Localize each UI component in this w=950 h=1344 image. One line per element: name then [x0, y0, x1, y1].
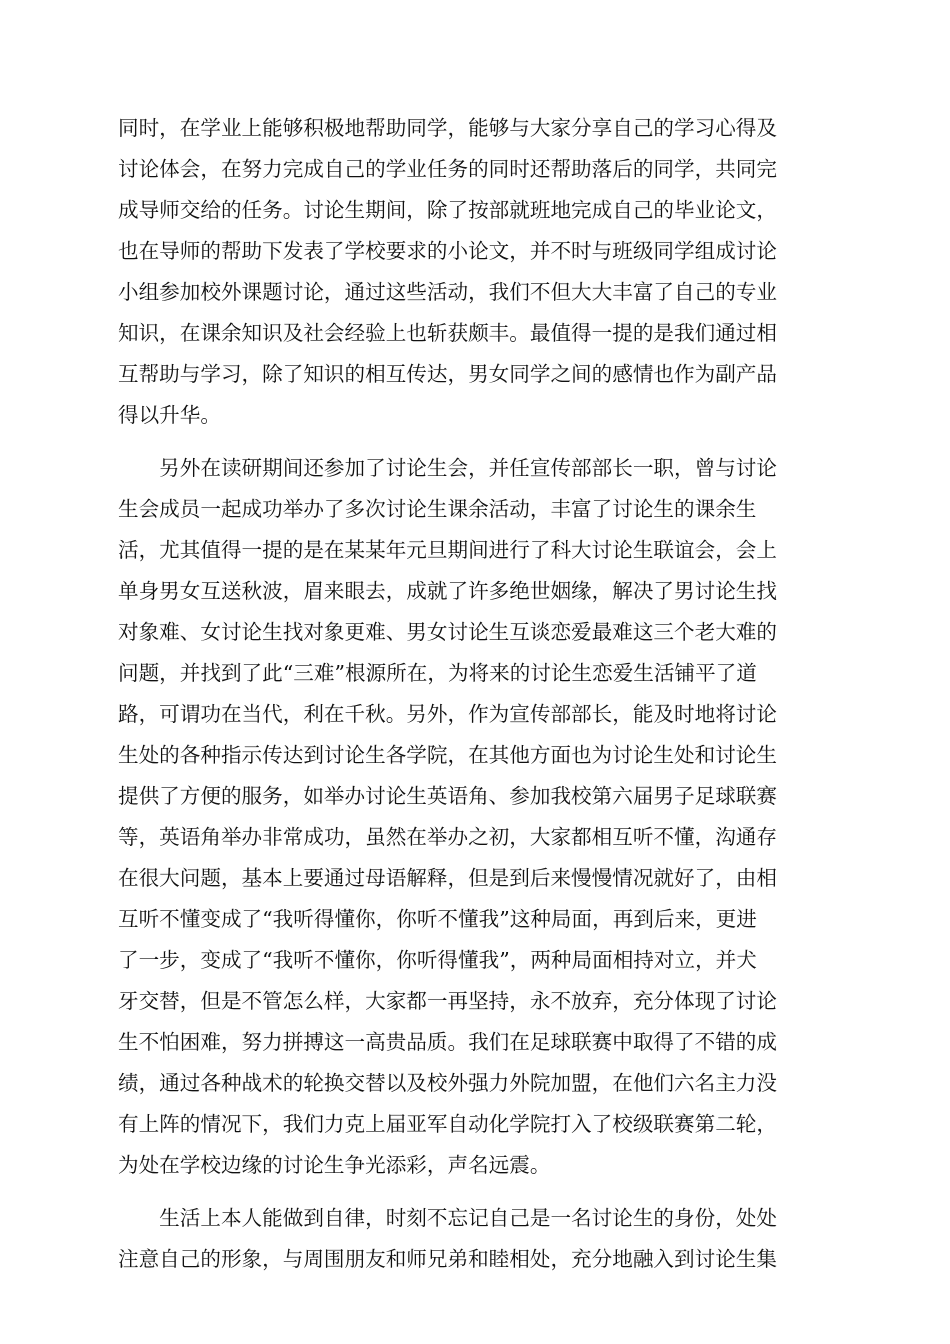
text-line: 互听不懂变成了“我听得懂你，你听不懂我”这种局面，再到后来，更进	[118, 907, 757, 931]
text-line: 提供了方便的服务，如举办讨论生英语角、参加我校第六届男子足球联赛	[118, 784, 777, 808]
text-line: 生不怕困难，努力拼搏这一高贵品质。我们在足球联赛中取得了不错的成	[118, 1030, 777, 1054]
text-line: 在很大问题，基本上要通过母语解释，但是到后来慢慢情况就好了，由相	[118, 866, 777, 890]
text-line: 另外在读研期间还参加了讨论生会，并任宣传部部长一职，曾与讨论	[118, 456, 777, 480]
text-line: 活，尤其值得一提的是在某某年元旦期间进行了科大讨论生联谊会，会上	[118, 538, 777, 562]
paragraph-daily-life	[118, 1198, 836, 1280]
paragraph-academic	[118, 108, 836, 436]
text-line: 生处的各种指示传达到讨论生各学院，在其他方面也为讨论生处和讨论生	[118, 743, 777, 767]
text-line: 得以升华。	[118, 403, 221, 427]
text-line: 对象难、女讨论生找对象更难、男女讨论生互谈恋爱最难这三个老大难的	[118, 620, 777, 644]
text-line: 绩，通过各种战术的轮换交替以及校外强力外院加盟，在他们六名主力没	[118, 1071, 777, 1095]
text-line: 同时，在学业上能够积极地帮助同学，能够与大家分享自己的学习心得及	[118, 116, 777, 140]
text-line: 互帮助与学习，除了知识的相互传达，男女同学之间的感情也作为副产品	[118, 362, 777, 386]
text-line: 小组参加校外课题讨论，通过这些活动，我们不但大大丰富了自己的专业	[118, 280, 777, 304]
text-line: 牙交替，但是不管怎么样，大家都一再坚持，永不放弃，充分体现了讨论	[118, 989, 777, 1013]
text-line: 也在导师的帮助下发表了学校要求的小论文，并不时与班级同学组成讨论	[118, 239, 777, 263]
text-line: 问题，并找到了此“三难”根源所在，为将来的讨论生恋爱生活铺平了道	[118, 661, 757, 685]
text-line: 等，英语角举办非常成功，虽然在举办之初，大家都相互听不懂，沟通存	[118, 825, 777, 849]
text-line: 为处在学校边缘的讨论生争光添彩，声名远震。	[118, 1153, 551, 1177]
text-line: 路，可谓功在当代，利在千秋。另外，作为宣传部部长，能及时地将讨论	[118, 702, 777, 726]
text-line: 成导师交给的任务。讨论生期间，除了按部就班地完成自己的毕业论文，	[118, 198, 777, 222]
text-line: 单身男女互送秋波，眉来眼去，成就了许多绝世姻缘，解决了男讨论生找	[118, 579, 777, 603]
text-line: 有上阵的情况下，我们力克上届亚军自动化学院打入了校级联赛第二轮，	[118, 1112, 777, 1136]
text-line: 了一步，变成了“我听不懂你，你听得懂我”，两种局面相持对立，并犬	[118, 948, 757, 972]
document-body	[118, 108, 836, 1280]
text-line: 讨论体会，在努力完成自己的学业任务的同时还帮助落后的同学，共同完	[118, 157, 777, 181]
paragraph-student-union	[118, 448, 836, 1186]
text-line: 生会成员一起成功举办了多次讨论生课余活动，丰富了讨论生的课余生	[118, 497, 757, 521]
text-line: 生活上本人能做到自律，时刻不忘记自己是一名讨论生的身份，处处	[118, 1206, 777, 1230]
text-line: 知识，在课余知识及社会经验上也斩获颇丰。最值得一提的是我们通过相	[118, 321, 777, 345]
text-line: 注意自己的形象，与周围朋友和师兄弟和睦相处，充分地融入到讨论生集	[118, 1247, 777, 1271]
